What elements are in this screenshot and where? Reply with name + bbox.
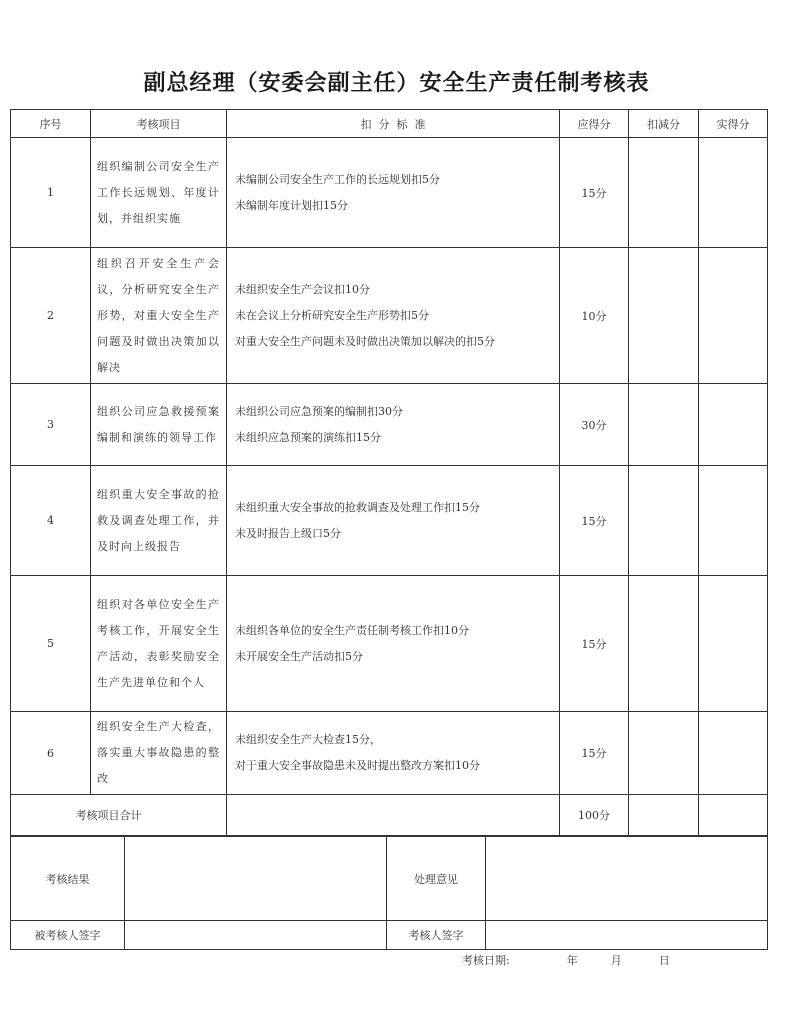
row-due-score: 15分 [560, 466, 629, 576]
table-row [11, 576, 768, 712]
row-item: 组织安全生产大检查，落实重大事故隐患的整改 [91, 712, 227, 795]
table-header-row [11, 110, 768, 138]
criteria-line: 未开展安全生产活动扣5分 [235, 649, 363, 663]
result-label: 考核结果 [11, 837, 125, 921]
row-item: 组织重大安全事故的抢救及调查处理工作，并及时向上级报告 [91, 466, 227, 576]
signature-row [11, 921, 768, 950]
row-no: 4 [11, 466, 91, 576]
header-item: 考核项目 [91, 110, 227, 138]
total-label: 考核项目合计 [11, 795, 227, 836]
criteria-line: 未在会议上分析研究安全生产形势扣5分 [235, 308, 429, 322]
row-actual-score-cell[interactable] [699, 466, 768, 576]
criteria-line: 未组织安全生产大检查15分， [235, 733, 381, 746]
total-actual-cell[interactable] [699, 795, 768, 836]
total-deduct-cell[interactable] [629, 795, 699, 836]
examiner-signature-label: 考核人签字 [387, 921, 486, 950]
row-criteria [227, 248, 560, 384]
row-deduct-score-cell[interactable] [629, 712, 699, 795]
criteria-line: 未组织各单位的安全生产责任制考核工作扣10分 [235, 623, 469, 637]
row-deduct-score-cell[interactable] [629, 576, 699, 712]
assessment-date [462, 952, 670, 968]
row-due-score: 30分 [560, 384, 629, 466]
row-no: 1 [11, 138, 91, 248]
criteria-line: 对于重大安全事故隐患未及时提出整改方案扣10分 [235, 759, 480, 772]
examinee-signature-cell[interactable] [125, 921, 387, 950]
row-no: 2 [11, 248, 91, 384]
criteria-line: 对重大安全生产问题未及时做出决策加以解决的扣5分 [235, 334, 495, 348]
row-no: 6 [11, 712, 91, 795]
row-item: 组织对各单位安全生产考核工作，开展安全生产活动，表彰奖励安全生产先进单位和个人 [91, 576, 227, 712]
row-item: 组织召开安全生产会议，分析研究安全生产形势，对重大安全生产问题及时做出决策加以解决 [91, 248, 227, 384]
row-actual-score-cell[interactable] [699, 384, 768, 466]
examinee-signature-label: 被考核人签字 [11, 921, 125, 950]
header-deduct-score: 扣减分 [629, 110, 699, 138]
date-month: 月 [610, 954, 622, 967]
table-row [11, 712, 768, 795]
date-day: 日 [658, 954, 670, 967]
criteria-line: 未组织公司应急预案的编制扣30分 [235, 404, 403, 418]
total-score: 100分 [560, 795, 629, 836]
row-criteria [227, 138, 560, 248]
opinion-label: 处理意见 [387, 837, 486, 921]
row-deduct-score-cell[interactable] [629, 384, 699, 466]
table-row [11, 138, 768, 248]
criteria-line: 未编制公司安全生产工作的长远规划扣5分 [235, 172, 440, 186]
row-actual-score-cell[interactable] [699, 138, 768, 248]
header-criteria: 扣 分 标 准 [227, 110, 560, 138]
row-deduct-score-cell[interactable] [629, 138, 699, 248]
row-no: 3 [11, 384, 91, 466]
criteria-line: 未组织安全生产会议扣10分 [235, 282, 370, 296]
row-actual-score-cell[interactable] [699, 576, 768, 712]
row-criteria [227, 712, 560, 795]
criteria-line: 未及时报告上级口5分 [235, 526, 341, 540]
criteria-line: 未组织重大安全事故的抢救调查及处理工作扣15分 [235, 500, 480, 514]
row-criteria [227, 384, 560, 466]
row-no: 5 [11, 576, 91, 712]
table-row [11, 384, 768, 466]
header-no: 序号 [11, 110, 91, 138]
criteria-line: 未组织应急预案的演练扣15分 [235, 430, 381, 444]
examiner-signature-cell[interactable] [486, 921, 768, 950]
header-actual-score: 实得分 [699, 110, 768, 138]
row-deduct-score-cell[interactable] [629, 466, 699, 576]
row-criteria [227, 466, 560, 576]
opinion-input-cell[interactable] [486, 837, 768, 921]
total-criteria-cell [227, 795, 560, 836]
row-due-score: 15分 [560, 712, 629, 795]
row-due-score: 10分 [560, 248, 629, 384]
assessment-table [10, 109, 768, 836]
row-due-score: 15分 [560, 576, 629, 712]
criteria-line: 未编制年度计划扣15分 [235, 198, 348, 212]
date-year: 年 [566, 954, 578, 967]
row-criteria [227, 576, 560, 712]
page-title: 副总经理（安委会副主任）安全生产责任制考核表 [143, 71, 650, 96]
table-row [11, 466, 768, 576]
row-deduct-score-cell[interactable] [629, 248, 699, 384]
result-input-cell[interactable] [125, 837, 387, 921]
result-row [11, 837, 768, 921]
result-table [10, 836, 768, 950]
row-item: 组织编制公司安全生产工作长远规划、年度计划，并组织实施 [91, 138, 227, 248]
date-label: 考核日期: [462, 954, 510, 967]
header-due-score: 应得分 [560, 110, 629, 138]
total-row [11, 795, 768, 836]
table-row [11, 248, 768, 384]
row-actual-score-cell[interactable] [699, 712, 768, 795]
row-actual-score-cell[interactable] [699, 248, 768, 384]
row-item: 组织公司应急救援预案编制和演练的领导工作 [91, 384, 227, 466]
row-due-score: 15分 [560, 138, 629, 248]
